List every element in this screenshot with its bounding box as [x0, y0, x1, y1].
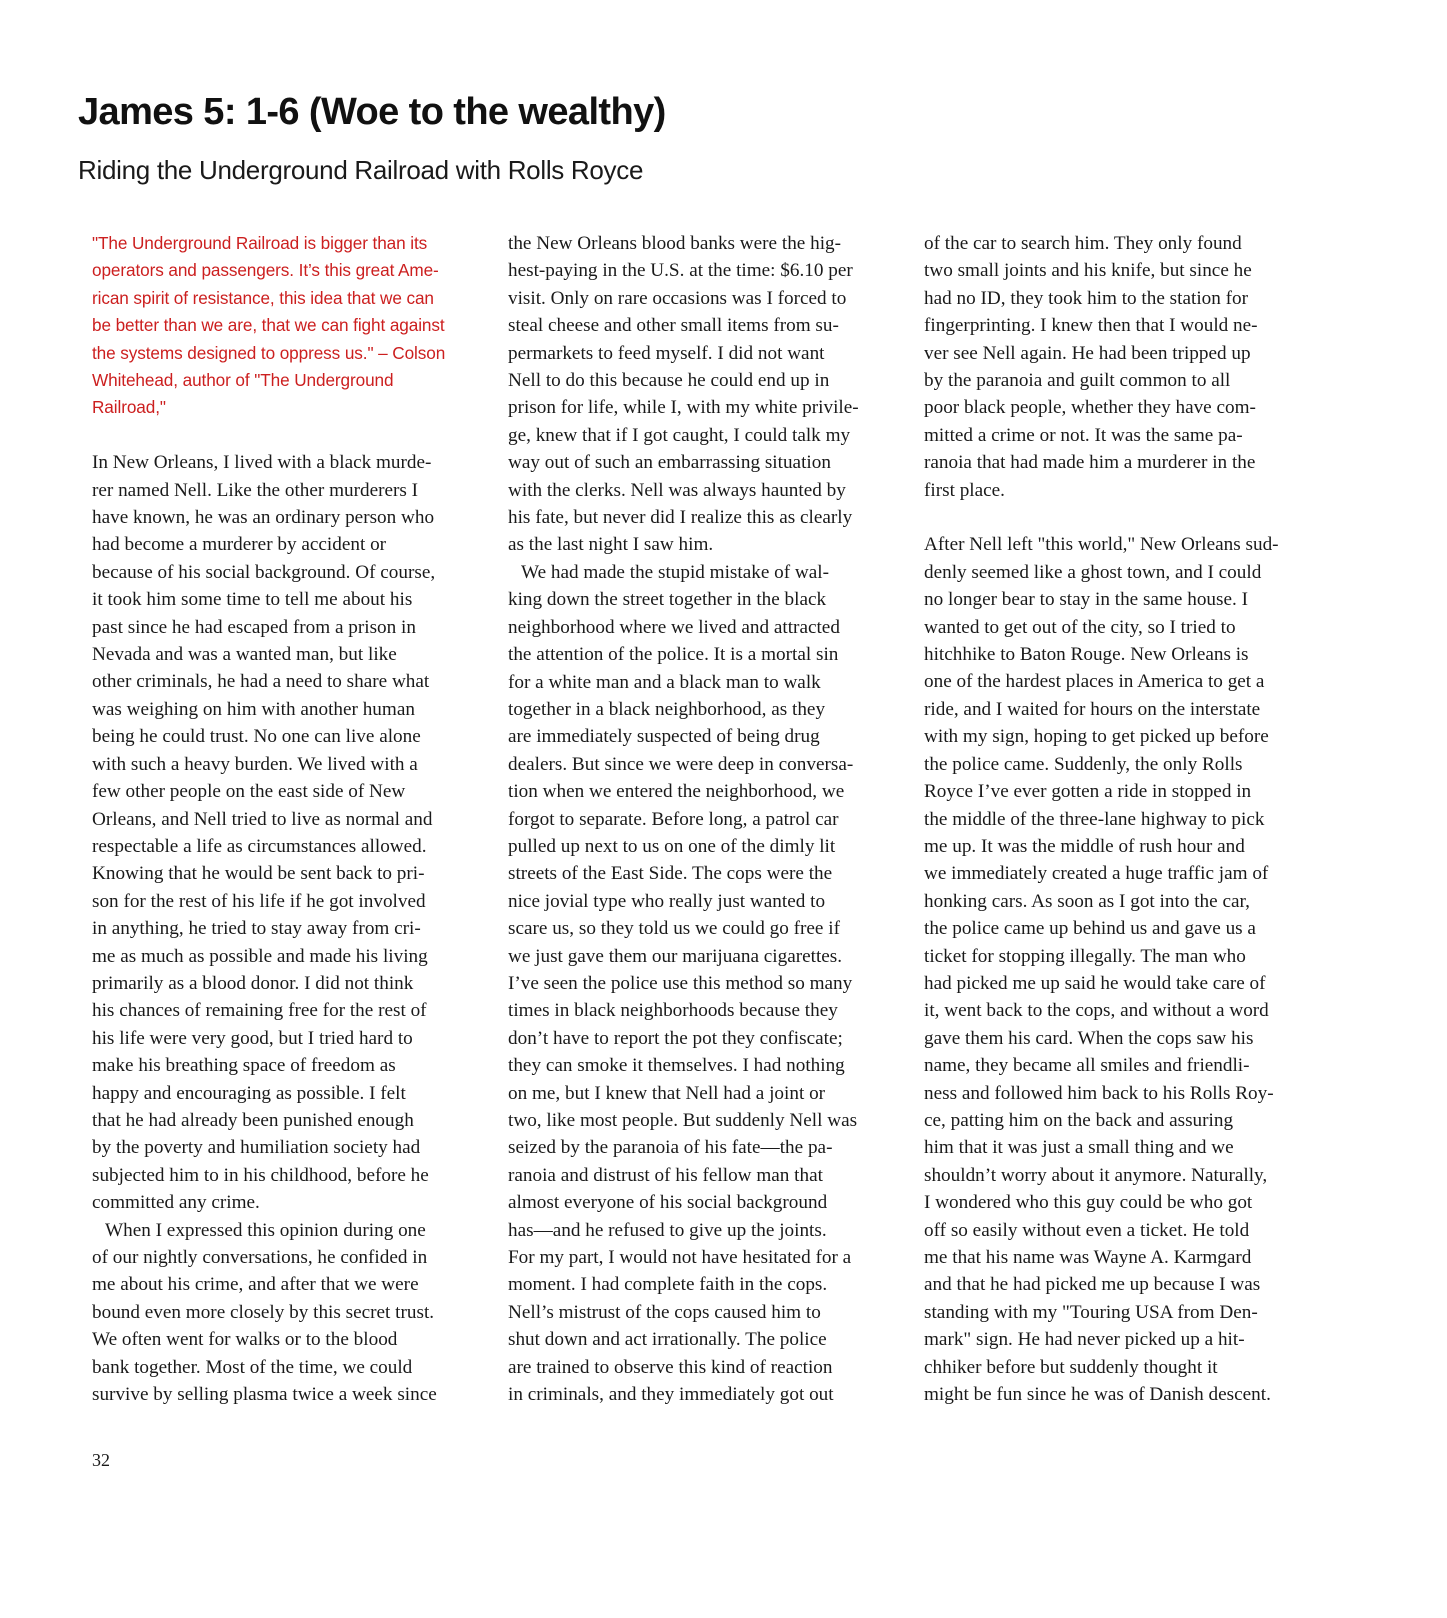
- text-line: standing with my "Touring USA from Den-: [924, 1301, 1258, 1323]
- text-line: don’t have to report the pot they confiscate;: [508, 1027, 843, 1049]
- text-line: his fate, but never did I realize this as clearly: [508, 507, 853, 529]
- text-line: Railroad,": [92, 397, 166, 418]
- text-line: poor black people, whether they have com-: [924, 397, 1256, 419]
- text-line: in criminals, and they immediately got out: [508, 1384, 834, 1406]
- text-line: hest-paying in the U.S. at the time: $6.10 per: [508, 260, 853, 282]
- body-paragraph: [508, 230, 908, 559]
- text-column-3: [924, 230, 1324, 1408]
- text-line: in anything, he tried to stay away from cri-: [92, 918, 421, 940]
- text-line: Royce I’ve ever gotten a ride in stopped in: [924, 781, 1252, 803]
- text-line: be better than we are, that we can fight against: [92, 315, 445, 336]
- text-line: ranoia and distrust of his fellow man that: [508, 1164, 823, 1186]
- text-line: with such a heavy burden. We lived with a: [92, 753, 418, 775]
- text-line: on me, but I knew that Nell had a joint or: [508, 1082, 826, 1104]
- text-line: After Nell left "this world," New Orleans sud-: [924, 534, 1279, 556]
- text-line: together in a black neighborhood, as they: [508, 698, 826, 720]
- text-line: the systems designed to oppress us." – Colson: [92, 342, 446, 363]
- page-subtitle: Riding the Underground Railroad with Rolls Royce: [78, 155, 644, 185]
- text-line: ride, and I waited for hours on the interstate: [924, 698, 1261, 720]
- text-line: rican spirit of resistance, this idea that we can: [92, 287, 434, 308]
- body-paragraph: [508, 559, 908, 1409]
- text-line: are trained to observe this kind of reaction: [508, 1356, 833, 1378]
- text-line: the middle of the three-lane highway to pick: [924, 808, 1265, 830]
- text-line: respectable a life as circumstances allowed.: [92, 835, 427, 857]
- text-line: his chances of remaining free for the rest of: [92, 1000, 427, 1022]
- body-paragraph: [92, 1217, 492, 1409]
- text-line: I’ve seen the police use this method so many: [508, 972, 853, 994]
- text-line: other criminals, he had a need to share what: [92, 671, 430, 693]
- text-line: has—and he refused to give up the joints.: [508, 1219, 827, 1241]
- text-line: off so easily without even a ticket. He told: [924, 1219, 1250, 1241]
- text-line: Nevada and was a wanted man, but like: [92, 644, 397, 666]
- text-line: ranoia that had made him a murderer in the: [924, 452, 1256, 474]
- text-line: had no ID, they took him to the station for: [924, 287, 1249, 309]
- text-line: gave them his card. When the cops saw his: [924, 1027, 1254, 1049]
- text-line: subjected him to in his childhood, before he: [92, 1164, 429, 1186]
- text-line: first place.: [924, 479, 1005, 501]
- text-line: that he had already been punished enough: [92, 1109, 414, 1131]
- text-line: fingerprinting. I knew then that I would ne-: [924, 315, 1258, 337]
- body-paragraph: [924, 230, 1324, 504]
- text-line: rer named Nell. Like the other murderers I: [92, 479, 419, 501]
- text-line: steal cheese and other small items from su-: [508, 315, 839, 337]
- text-line: make his breathing space of freedom as: [92, 1055, 396, 1077]
- text-line: had become a murderer by accident or: [92, 534, 387, 556]
- text-line: happy and encouraging as possible. I felt: [92, 1082, 406, 1104]
- text-line: we just gave them our marijuana cigarettes.: [508, 945, 843, 967]
- text-line: committed any crime.: [92, 1192, 260, 1214]
- text-line: tion when we entered the neighborhood, we: [508, 781, 845, 803]
- text-line: honking cars. As soon as I got into the car,: [924, 890, 1250, 912]
- text-line: ver see Nell again. He had been tripped up: [924, 342, 1251, 364]
- text-line: it, went back to the cops, and without a word: [924, 1000, 1269, 1022]
- text-line: by the paranoia and guilt common to all: [924, 370, 1231, 392]
- text-line: nice jovial type who really just wanted to: [508, 890, 826, 912]
- text-line: me that his name was Wayne A. Karmgard: [924, 1247, 1252, 1269]
- page-number: 32: [92, 1450, 110, 1470]
- text-line: visit. Only on rare occasions was I forced to: [508, 287, 847, 309]
- text-line: times in black neighborhoods because they: [508, 1000, 838, 1022]
- text-line: had picked me up said he would take care of: [924, 972, 1266, 994]
- text-line: bank together. Most of the time, we could: [92, 1356, 413, 1378]
- text-line: name, they became all smiles and friendli-: [924, 1055, 1250, 1077]
- text-line: few other people on the east side of New: [92, 781, 406, 803]
- text-line: ce, patting him on the back and assuring: [924, 1109, 1234, 1131]
- text-line: chhiker before but suddenly thought it: [924, 1356, 1218, 1378]
- text-line: past since he had escaped from a prison in: [92, 616, 416, 638]
- text-line: For my part, I would not have hesitated for a: [508, 1247, 852, 1269]
- text-line: scare us, so they told us we could go free if: [508, 918, 840, 940]
- text-line: hitchhike to Baton Rouge. New Orleans is: [924, 644, 1249, 666]
- body-paragraph: [92, 449, 492, 1216]
- text-line: mark" sign. He had never picked up a hit-: [924, 1329, 1245, 1351]
- text-line: because of his social background. Of course,: [92, 561, 436, 583]
- text-line: survive by selling plasma twice a week since: [92, 1384, 437, 1406]
- text-line: no longer bear to stay in the same house. I: [924, 589, 1248, 611]
- text-line: We often went for walks or to the blood: [92, 1329, 398, 1351]
- text-line: by the poverty and humiliation society had: [92, 1137, 421, 1159]
- text-line: his life were very good, but I tried hard to: [92, 1027, 413, 1049]
- text-line: When I expressed this opinion during one: [105, 1219, 426, 1241]
- text-line: have known, he was an ordinary person who: [92, 507, 435, 529]
- text-line: we immediately created a huge traffic jam of: [924, 863, 1269, 885]
- text-line: being he could trust. No one can live alone: [92, 726, 421, 748]
- text-line: son for the rest of his life if he got involved: [92, 890, 426, 912]
- text-line: was weighing on him with another human: [92, 698, 415, 720]
- text-line: mitted a crime or not. It was the same pa-: [924, 424, 1243, 446]
- text-line: I wondered who this guy could be who got: [924, 1192, 1253, 1214]
- text-line: almost everyone of his social background: [508, 1192, 828, 1214]
- text-line: ticket for stopping illegally. The man who: [924, 945, 1246, 967]
- text-line: forgot to separate. Before long, a patrol car: [508, 808, 839, 830]
- text-line: shut down and act irrationally. The police: [508, 1329, 827, 1351]
- text-line: two, like most people. But suddenly Nell was: [508, 1110, 858, 1131]
- body-paragraph: [924, 531, 1324, 1408]
- text-line: shouldn’t worry about it anymore. Naturally,: [924, 1164, 1268, 1186]
- text-line: prison for life, while I, with my white privile-: [508, 397, 859, 419]
- text-line: permarkets to feed myself. I did not want: [508, 342, 825, 364]
- text-line: wanted to get out of the city, so I tried to: [924, 616, 1236, 638]
- text-column-2: [508, 230, 908, 1408]
- text-line: Nell’s mistrust of the cops caused him to: [508, 1301, 821, 1323]
- text-line: "The Underground Railroad is bigger than its: [92, 233, 428, 253]
- page-title: James 5: 1-6 (Woe to the wealthy): [78, 91, 666, 133]
- text-line: the police came. Suddenly, the only Rolls: [924, 753, 1243, 775]
- text-line: way out of such an embarrassing situation: [508, 452, 831, 474]
- text-line: dealers. But since we were deep in conversa-: [508, 753, 854, 775]
- text-line: with my sign, hoping to get picked up before: [924, 726, 1269, 748]
- text-line: bound even more closely by this secret trust.: [92, 1301, 435, 1323]
- text-line: are immediately suspected of being drug: [508, 726, 820, 748]
- text-line: might be fun since he was of Danish descent.: [924, 1384, 1271, 1406]
- text-line: streets of the East Side. The cops were the: [508, 863, 833, 885]
- text-line: In New Orleans, I lived with a black murde-: [92, 452, 432, 474]
- text-line: of our nightly conversations, he confided in: [92, 1247, 428, 1269]
- text-line: it took him some time to tell me about his: [92, 589, 413, 611]
- text-line: the attention of the police. It is a mortal sin: [508, 644, 839, 666]
- text-line: they can smoke it themselves. I had nothing: [508, 1055, 845, 1077]
- text-line: one of the hardest places in America to get a: [924, 671, 1265, 693]
- text-line: neighborhood where we lived and attracted: [508, 616, 840, 638]
- text-line: Knowing that he would be sent back to pri-: [92, 863, 425, 885]
- text-line: seized by the paranoia of his fate—the pa-: [508, 1137, 833, 1159]
- text-line: ness and followed him back to his Rolls Roy-: [924, 1082, 1274, 1104]
- text-line: as the last night I saw him.: [508, 534, 714, 556]
- text-line: Nell to do this because he could end up in: [508, 370, 830, 392]
- text-line: the police came up behind us and gave us a: [924, 918, 1256, 940]
- text-line: king down the street together in the black: [508, 589, 827, 611]
- text-line: moment. I had complete faith in the cops.: [508, 1274, 828, 1296]
- text-line: operators and passengers. It’s this great Ame-: [92, 260, 439, 281]
- text-column-1: [92, 230, 492, 1408]
- text-line: him that it was just a small thing and we: [924, 1137, 1234, 1159]
- text-line: primarily as a blood donor. I did not think: [92, 972, 414, 994]
- text-line: for a white man and a black man to walk: [508, 671, 821, 693]
- text-line: We had made the stupid mistake of wal-: [521, 561, 830, 583]
- text-line: me about his crime, and after that we were: [92, 1274, 419, 1296]
- epigraph-quote: [92, 230, 492, 422]
- text-line: two small joints and his knife, but since he: [924, 260, 1252, 282]
- text-line: of the car to search him. They only found: [924, 233, 1242, 254]
- text-line: ge, knew that if I got caught, I could talk my: [508, 424, 851, 446]
- text-line: me as much as possible and made his living: [92, 945, 428, 967]
- text-line: Orleans, and Nell tried to live as normal and: [92, 808, 433, 830]
- text-line: pulled up next to us on one of the dimly lit: [508, 835, 836, 857]
- text-line: me up. It was the middle of rush hour and: [924, 835, 1245, 857]
- text-line: and that he had picked me up because I was: [924, 1274, 1261, 1296]
- text-line: Whitehead, author of "The Underground: [92, 370, 394, 391]
- text-line: denly seemed like a ghost town, and I could: [924, 561, 1262, 583]
- text-line: the New Orleans blood banks were the hig-: [508, 233, 842, 254]
- text-line: with the clerks. Nell was always haunted by: [508, 479, 846, 501]
